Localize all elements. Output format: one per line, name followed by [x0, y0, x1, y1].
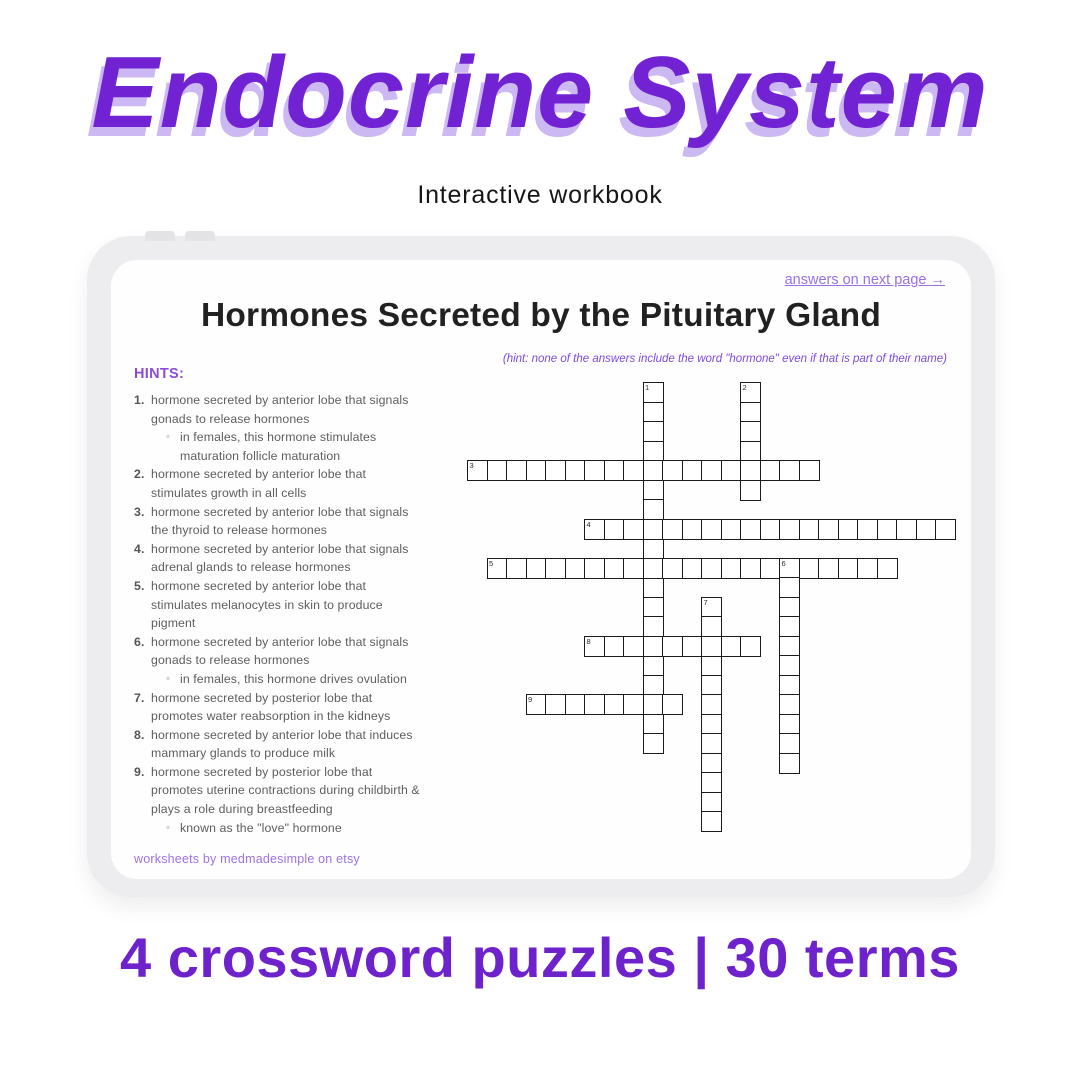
crossword-cell[interactable] — [584, 460, 605, 481]
crossword-cell[interactable] — [604, 694, 625, 715]
crossword-clue-number: 6 — [781, 558, 786, 568]
crossword-cell[interactable] — [877, 519, 898, 540]
crossword-cell[interactable] — [643, 675, 664, 696]
crossword-cell[interactable] — [701, 694, 722, 715]
hint-item — [134, 465, 422, 502]
hint-sub-text: in females, this hormone drives ovulation — [180, 671, 407, 686]
hint-sub-text: in females, this hormone stimulates maturation follicle maturation — [180, 430, 377, 463]
hints-list — [134, 391, 422, 837]
crossword-cell[interactable] — [701, 675, 722, 696]
crossword-clue-number: 9 — [528, 695, 533, 704]
answers-next-page-link[interactable]: answers on next page → — [784, 272, 945, 288]
crossword-cell[interactable] — [760, 558, 781, 579]
crossword-cell[interactable] — [643, 636, 664, 657]
crossword-clue-number: 7 — [703, 597, 708, 607]
crossword-cell[interactable] — [701, 772, 722, 793]
page-title: Endocrine System — [91, 37, 989, 149]
crossword-cell[interactable] — [896, 519, 917, 540]
hint-sub-item — [151, 819, 422, 838]
crossword-cell[interactable] — [701, 714, 722, 735]
crossword-cell[interactable] — [604, 460, 625, 481]
crossword-cell[interactable] — [799, 558, 820, 579]
crossword-cell[interactable] — [760, 460, 781, 481]
hint-number: 8. — [134, 727, 145, 742]
crossword-clue-number: 4 — [586, 519, 591, 529]
hints-label: HINTS: — [134, 366, 185, 382]
crossword-cell[interactable] — [701, 558, 722, 579]
crossword-cell[interactable] — [877, 558, 898, 579]
crossword-cell[interactable] — [779, 753, 800, 774]
crossword-cell[interactable] — [701, 811, 722, 832]
crossword-cell[interactable] — [857, 519, 878, 540]
worksheet-credit: worksheets by medmadesimple on etsy — [134, 852, 360, 866]
hint-text: hormone secreted by anterior lobe that stimulates growth in all cells — [151, 467, 367, 500]
crossword-cell[interactable] — [799, 460, 820, 481]
crossword-cell[interactable] — [467, 460, 488, 481]
crossword-cell[interactable] — [682, 558, 703, 579]
crossword-cell[interactable] — [701, 792, 722, 813]
page-subtitle: Interactive workbook — [417, 181, 663, 209]
crossword-cell[interactable] — [740, 402, 761, 423]
crossword-clue-number: 2 — [742, 383, 747, 392]
crossword-cell[interactable] — [740, 460, 761, 481]
tablet-screen — [111, 260, 971, 879]
hint-number: 5. — [134, 578, 145, 593]
crossword-cell[interactable] — [682, 636, 703, 657]
crossword-cell[interactable] — [662, 519, 683, 540]
crossword-cell[interactable] — [643, 441, 664, 462]
crossword-cell[interactable] — [643, 480, 664, 501]
crossword-grid — [467, 382, 959, 834]
circle-bullet-icon: ◦ — [166, 672, 170, 685]
crossword-cell[interactable] — [779, 577, 800, 598]
crossword-cell[interactable] — [857, 558, 878, 579]
hint-item — [134, 763, 422, 837]
crossword-cell[interactable] — [799, 519, 820, 540]
crossword-cell[interactable] — [701, 636, 722, 657]
crossword-cell[interactable] — [740, 636, 761, 657]
crossword-cell[interactable] — [779, 616, 800, 637]
hint-text: hormone secreted by posterior lobe that promotes water reabsorption in the kidneys — [151, 690, 391, 724]
worksheet-heading: Hormones Secreted by the Pituitary Gland — [200, 297, 882, 334]
crossword-cell[interactable] — [779, 675, 800, 696]
crossword-cell[interactable] — [740, 421, 761, 442]
crossword-cell[interactable] — [545, 460, 566, 481]
crossword-cell[interactable] — [818, 519, 839, 540]
hint-sub-item — [151, 428, 422, 465]
crossword-cell[interactable] — [565, 558, 586, 579]
crossword-cell[interactable] — [565, 460, 586, 481]
crossword-cell[interactable] — [662, 636, 683, 657]
hint-text: hormone secreted by anterior lobe that signals gonads to release hormones — [151, 393, 409, 426]
crossword-cell[interactable] — [779, 733, 800, 754]
crossword-cell[interactable] — [779, 694, 800, 715]
crossword-cell[interactable] — [662, 558, 683, 579]
crossword-cell[interactable] — [721, 519, 742, 540]
hint-number: 2. — [134, 467, 145, 482]
crossword-cell[interactable] — [721, 636, 742, 657]
crossword-cell[interactable] — [623, 558, 644, 579]
crossword-cell[interactable] — [701, 753, 722, 774]
hint-item — [134, 577, 422, 633]
crossword-cell[interactable] — [740, 382, 761, 403]
crossword-cell[interactable] — [643, 558, 664, 579]
crossword-cell[interactable] — [760, 519, 781, 540]
crossword-clue-number: 1 — [645, 383, 650, 392]
hint-text: hormone secreted by posterior lobe that promotes uterine contractions during childbirth & plays a role during breastfeeding — [151, 764, 420, 817]
crossword-cell[interactable] — [701, 655, 722, 676]
hint-text: hormone secreted by anterior lobe that stimulates melanocytes in skin to produce pigment — [151, 578, 383, 631]
hint-number: 9. — [134, 764, 145, 779]
hint-sub-text: known as the "love" hormone — [180, 820, 342, 835]
crossword-cell[interactable] — [779, 714, 800, 735]
crossword-clue-number: 5 — [489, 558, 494, 568]
hint-text: hormone secreted by anterior lobe that signals gonads to release hormones — [151, 634, 409, 668]
crossword-cell[interactable] — [682, 519, 703, 540]
crossword-cell[interactable] — [740, 519, 761, 540]
tablet-frame — [87, 236, 995, 897]
crossword-cell[interactable] — [779, 519, 800, 540]
circle-bullet-icon: ◦ — [166, 821, 170, 834]
crossword-cell[interactable] — [701, 597, 722, 618]
crossword-cell[interactable] — [662, 694, 683, 715]
hint-number: 6. — [134, 634, 145, 649]
crossword-cell[interactable] — [740, 558, 761, 579]
crossword-clue-number: 8 — [586, 636, 591, 646]
crossword-cell[interactable] — [584, 694, 605, 715]
crossword-cell[interactable] — [935, 519, 956, 540]
hint-number: 1. — [134, 393, 145, 407]
hint-item — [134, 503, 422, 540]
crossword-cell[interactable] — [584, 558, 605, 579]
crossword-clue-number: 3 — [469, 461, 474, 470]
crossword-cell[interactable] — [701, 519, 722, 540]
crossword-cell[interactable] — [643, 499, 664, 520]
crossword-cell[interactable] — [545, 558, 566, 579]
crossword-cell[interactable] — [838, 558, 859, 579]
hint-item — [134, 726, 422, 763]
bottom-caption: 4 crossword puzzles | 30 terms — [120, 926, 960, 989]
crossword-cell[interactable] — [643, 597, 664, 618]
crossword-cell[interactable] — [584, 636, 605, 657]
crossword-cell[interactable] — [604, 519, 625, 540]
crossword-cell[interactable] — [526, 694, 547, 715]
crossword-cell[interactable] — [623, 694, 644, 715]
hint-item — [134, 689, 422, 726]
hint-number: 7. — [134, 690, 145, 705]
crossword-cell[interactable] — [623, 519, 644, 540]
crossword-cell[interactable] — [526, 558, 547, 579]
hint-sub-item — [151, 670, 422, 689]
hint-text: hormone secreted by anterior lobe that induces mammary glands to produce milk — [151, 727, 413, 761]
hint-number: 4. — [134, 541, 145, 556]
hint-text: hormone secreted by anterior lobe that signals the thyroid to release hormones — [151, 504, 409, 538]
crossword-cell[interactable] — [604, 558, 625, 579]
crossword-cell[interactable] — [643, 577, 664, 598]
crossword-cell[interactable] — [643, 694, 664, 715]
crossword-cell[interactable] — [584, 519, 605, 540]
crossword-cell[interactable] — [506, 558, 527, 579]
crossword-cell[interactable] — [565, 694, 586, 715]
crossword-cell[interactable] — [623, 636, 644, 657]
crossword-cell[interactable] — [916, 519, 937, 540]
crossword-cell[interactable] — [643, 714, 664, 735]
crossword-cell[interactable] — [779, 597, 800, 618]
crossword-cell[interactable] — [838, 519, 859, 540]
crossword-cell[interactable] — [643, 402, 664, 423]
crossword-cell[interactable] — [487, 558, 508, 579]
crossword-cell[interactable] — [487, 460, 508, 481]
crossword-cell[interactable] — [701, 616, 722, 637]
hint-note: (hint: none of the answers include the word "hormone" even if that is part of their name) — [502, 353, 947, 365]
crossword-cell[interactable] — [623, 460, 644, 481]
crossword-cell[interactable] — [779, 460, 800, 481]
crossword-cell[interactable] — [643, 519, 664, 540]
crossword-cell[interactable] — [643, 655, 664, 676]
crossword-cell[interactable] — [721, 558, 742, 579]
crossword-cell[interactable] — [779, 655, 800, 676]
crossword-cell[interactable] — [643, 538, 664, 559]
crossword-cell[interactable] — [701, 460, 722, 481]
crossword-cell[interactable] — [643, 733, 664, 754]
crossword-cell[interactable] — [643, 616, 664, 637]
crossword-cell[interactable] — [643, 382, 664, 403]
crossword-cell[interactable] — [740, 480, 761, 501]
tablet-volume-button — [185, 231, 215, 241]
crossword-cell[interactable] — [526, 460, 547, 481]
crossword-cell[interactable] — [721, 460, 742, 481]
circle-bullet-icon: ◦ — [166, 431, 170, 444]
crossword-cell[interactable] — [604, 636, 625, 657]
crossword-cell[interactable] — [662, 460, 683, 481]
crossword-cell[interactable] — [818, 558, 839, 579]
crossword-cell[interactable] — [682, 460, 703, 481]
crossword-cell[interactable] — [643, 460, 664, 481]
hint-item — [134, 633, 422, 689]
crossword-cell[interactable] — [701, 733, 722, 754]
hint-number: 3. — [134, 504, 145, 519]
tablet-volume-button — [145, 231, 175, 241]
hint-item — [134, 540, 422, 577]
crossword-cell[interactable] — [545, 694, 566, 715]
crossword-cell[interactable] — [506, 460, 527, 481]
hint-item — [134, 391, 422, 465]
crossword-cell[interactable] — [643, 421, 664, 442]
crossword-cell[interactable] — [779, 636, 800, 657]
crossword-cell[interactable] — [779, 558, 800, 579]
hint-text: hormone secreted by anterior lobe that signals adrenal glands to release hormones — [151, 541, 409, 575]
crossword-cell[interactable] — [740, 441, 761, 462]
